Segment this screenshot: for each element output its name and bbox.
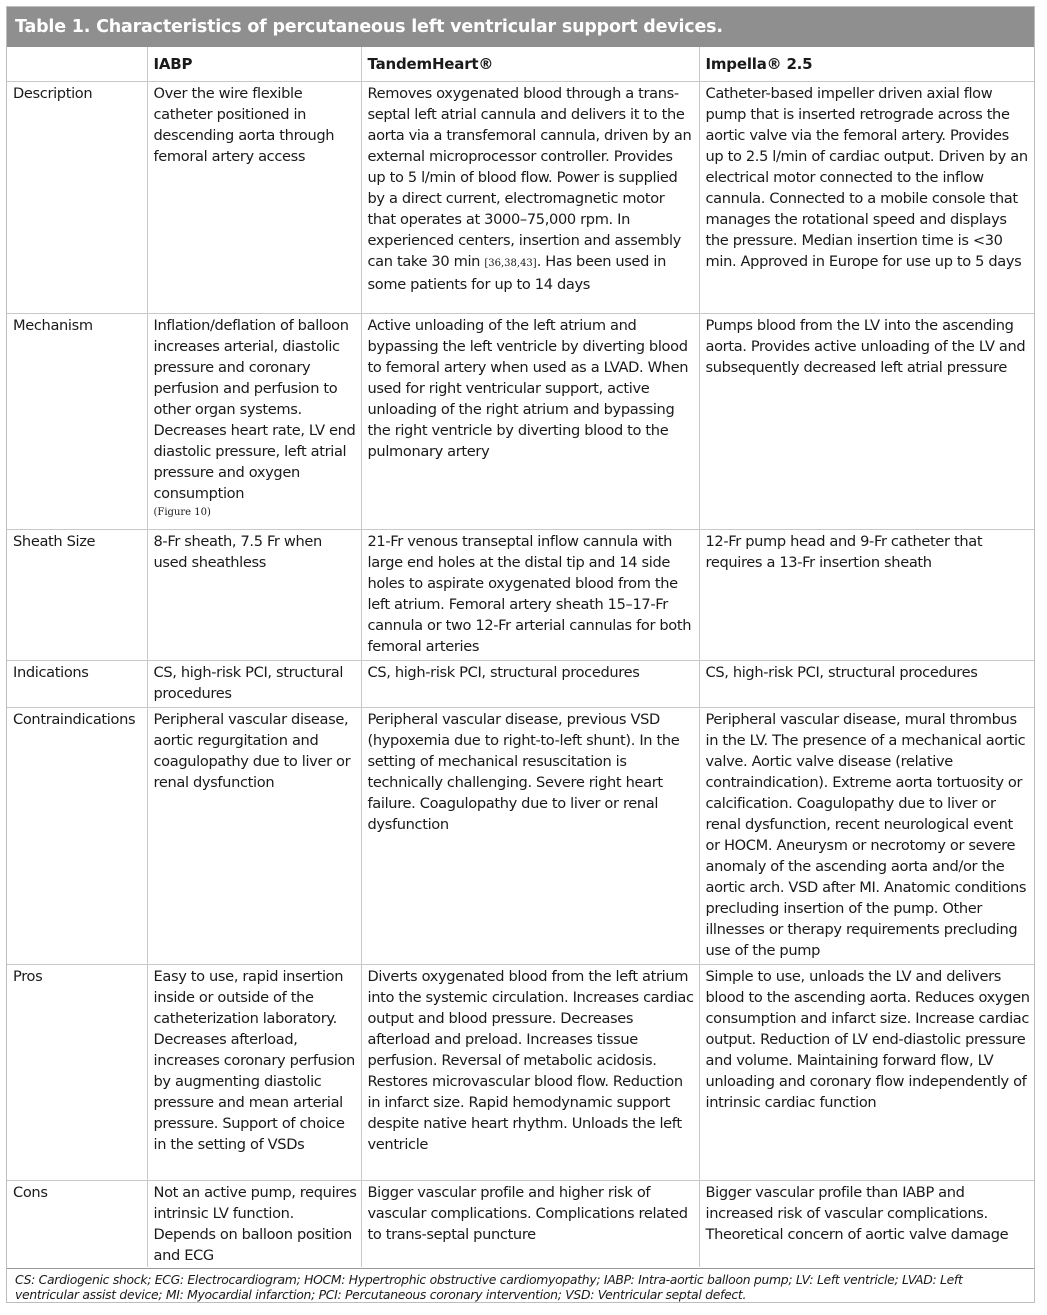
table-row bbox=[7, 530, 1034, 661]
table-row bbox=[7, 1181, 1034, 1268]
row-label bbox=[7, 82, 147, 314]
cell-impella bbox=[699, 708, 1034, 965]
cell-text-group bbox=[154, 314, 357, 522]
row-label-text: Pros bbox=[13, 968, 43, 985]
cell-text: Easy to use, rapid insertion inside or outside of the catheterization laboratory. Decreases afterload, increases coronary perfusion by augmenting diastolic pressure and mean arterial pressure. Support of choice in the setting of VSDs bbox=[153, 968, 355, 1153]
cell-tandemheart bbox=[361, 314, 699, 530]
cell-text: 12-Fr pump head and 9-Fr catheter that requires a 13-Fr insertion sheath bbox=[705, 533, 983, 571]
row-label-text: Mechanism bbox=[13, 317, 93, 334]
cell-text: Peripheral vascular disease, mural thrombus in the LV. The presence of a mechanical aortic valve. Aortic valve disease (relative contraindication). Extreme aorta tortuosity or calcification. Coagulopathy due to liver or renal dysfunction, recent neurological event or HOCM. Aneurysm or necrotomy or severe anomaly of the ascending aorta and/or the aortic arch. VSD after MI. Anatomic conditions precluding insertion of the pump. Other illnesses or therapy requirements precluding use of the pump bbox=[705, 711, 1027, 959]
cell-tandemheart bbox=[361, 1181, 699, 1268]
table-row bbox=[7, 82, 1034, 314]
table-frame bbox=[6, 6, 1035, 1303]
figure-reference: (Figure 10) bbox=[153, 507, 211, 518]
cell-text-group bbox=[368, 82, 695, 295]
cell-text: Not an active pump, requires intrinsic LV function. Depends on balloon position and ECG bbox=[153, 1184, 357, 1264]
row-label-text: Cons bbox=[13, 1184, 48, 1201]
cell-text: Diverts oxygenated blood from the left atrium into the systemic circulation. Increases cardiac output and blood pressure. Decreases afterload and preload. Increases tissue perfusion. Reversal of metabolic acidosis. Restores microvascular blood flow. Reduction in infarct size. Rapid hemodynamic support despite native heart rhythm. Unloads the left ventricle bbox=[367, 968, 694, 1153]
row-label bbox=[7, 314, 147, 530]
row-label bbox=[7, 965, 147, 1181]
table-row bbox=[7, 708, 1034, 965]
cell-text: Pumps blood from the LV into the ascending aorta. Provides active unloading of the LV and subsequently decreased left atrial pressure bbox=[705, 317, 1026, 376]
cell-iabp bbox=[147, 314, 361, 530]
cell-iabp bbox=[147, 661, 361, 708]
cell-iabp bbox=[147, 965, 361, 1181]
cell-text: 21-Fr venous transeptal inflow cannula with large end holes at the distal tip and 14 side holes to aspirate oxygenated blood from the left atrium. Femoral artery sheath 15–17-Fr cannula or two 12-Fr arterial cannulas for both femoral arteries bbox=[367, 533, 692, 655]
cell-tandemheart bbox=[361, 965, 699, 1181]
cell-text-continued: . Has been used in some patients for up to 14 days bbox=[367, 253, 666, 293]
header-row bbox=[7, 47, 1034, 82]
row-label-text: Contraindications bbox=[13, 711, 136, 728]
row-label-text: Description bbox=[13, 85, 93, 102]
column-header-iabp: IABP bbox=[147, 47, 361, 82]
device-comparison-table bbox=[7, 47, 1034, 1267]
cell-text: Over the wire flexible catheter positioned in descending aorta through femoral artery access bbox=[153, 85, 335, 165]
table-row bbox=[7, 965, 1034, 1181]
cell-tandemheart bbox=[361, 82, 699, 314]
cell-impella bbox=[699, 1181, 1034, 1268]
row-label-text: Indications bbox=[13, 664, 89, 681]
cell-iabp bbox=[147, 82, 361, 314]
cell-text: Bigger vascular profile than IABP and increased risk of vascular complications. Theoretical concern of aortic valve damage bbox=[705, 1184, 1009, 1243]
column-header-tandemheart: TandemHeart® bbox=[361, 47, 699, 82]
cell-text: Removes oxygenated blood through a trans-septal left atrial cannula and delivers it to the aorta via a transfemoral cannula, driven by an external microprocessor controller. Provides up to 5 l/min of blood flow. Power is supplied by a direct current, electromagnetic motor that operates at 3000–75,000 rpm. In experienced centers, insertion and assembly can take 30 min bbox=[367, 85, 692, 270]
cell-text: Bigger vascular profile and higher risk of vascular complications. Complications related to trans-septal puncture bbox=[367, 1184, 688, 1243]
cell-text: Peripheral vascular disease, previous VSD (hypoxemia due to right-to-left shunt). In the setting of mechanical resuscitation is technically challenging. Severe right heart failure. Coagulopathy due to liver or renal dysfunction bbox=[367, 711, 680, 833]
table-footnote: CS: Cardiogenic shock; ECG: Electrocardiogram; HOCM: Hypertrophic obstructive cardiomyopathy; IABP: Intra-aortic balloon pump; LV: Left ventricle; LVAD: Left ventricular assist device; MI: Myocardial infarction; PCI: Percutaneous coronary intervention; VSD: Ventricular septal defect. bbox=[7, 1268, 1034, 1302]
table-title: Table 1. Characteristics of percutaneous left ventricular support devices. bbox=[7, 7, 1034, 47]
row-label bbox=[7, 1181, 147, 1268]
cell-text: Inflation/deflation of balloon increases arterial, diastolic pressure and coronary perfusion and perfusion to other organ systems. Decreases heart rate, LV end diastolic pressure, left atrial pressure and oxygen consumption bbox=[153, 317, 356, 502]
table-row bbox=[7, 661, 1034, 708]
cell-text: CS, high-risk PCI, structural procedures bbox=[367, 664, 640, 681]
row-label bbox=[7, 661, 147, 708]
cell-text: Simple to use, unloads the LV and delivers blood to the ascending aorta. Reduces oxygen consumption and infarct size. Increase cardiac output. Reduction of LV end-diastolic pressure and volume. Maintaining forward flow, LV unloading and coronary flow independently of intrinsic cardiac function bbox=[705, 968, 1030, 1111]
cell-impella bbox=[699, 530, 1034, 661]
cell-text: CS, high-risk PCI, structural procedures bbox=[153, 664, 344, 702]
cell-text: 8-Fr sheath, 7.5 Fr when used sheathless bbox=[153, 533, 322, 571]
row-label bbox=[7, 708, 147, 965]
cell-text: Active unloading of the left atrium and bypassing the left ventricle by diverting blood to femoral artery when used as a LVAD. When used for right ventricular support, active unloading of the right atrium and bypassing the right ventricle by diverting blood to the pulmonary artery bbox=[367, 317, 689, 460]
table-row bbox=[7, 314, 1034, 530]
cell-text: CS, high-risk PCI, structural procedures bbox=[705, 664, 978, 681]
cell-tandemheart bbox=[361, 661, 699, 708]
cell-iabp bbox=[147, 1181, 361, 1268]
cell-impella bbox=[699, 82, 1034, 314]
cell-impella bbox=[699, 314, 1034, 530]
cell-tandemheart bbox=[361, 530, 699, 661]
column-header-empty bbox=[7, 47, 147, 82]
cell-iabp bbox=[147, 708, 361, 965]
column-header-impella: Impella® 2.5 bbox=[705, 54, 813, 73]
cell-text: Peripheral vascular disease, aortic regurgitation and coagulopathy due to liver or renal dysfunction bbox=[153, 711, 351, 791]
cell-tandemheart bbox=[361, 708, 699, 965]
cell-iabp bbox=[147, 530, 361, 661]
row-label bbox=[7, 530, 147, 661]
cell-text: Catheter-based impeller driven axial flow pump that is inserted retrograde across the aortic valve via the femoral artery. Provides up to 2.5 l/min of cardiac output. Driven by an electrical motor connected to the inflow cannula. Connected to a mobile console that manages the rotational speed and displays the pressure. Median insertion time is <30 min. Approved in Europe for use up to 5 days bbox=[705, 85, 1028, 270]
row-label-text: Sheath Size bbox=[13, 533, 96, 550]
citation-reference: [36,38,43] bbox=[484, 258, 537, 269]
cell-impella bbox=[699, 661, 1034, 708]
cell-impella bbox=[699, 965, 1034, 1181]
